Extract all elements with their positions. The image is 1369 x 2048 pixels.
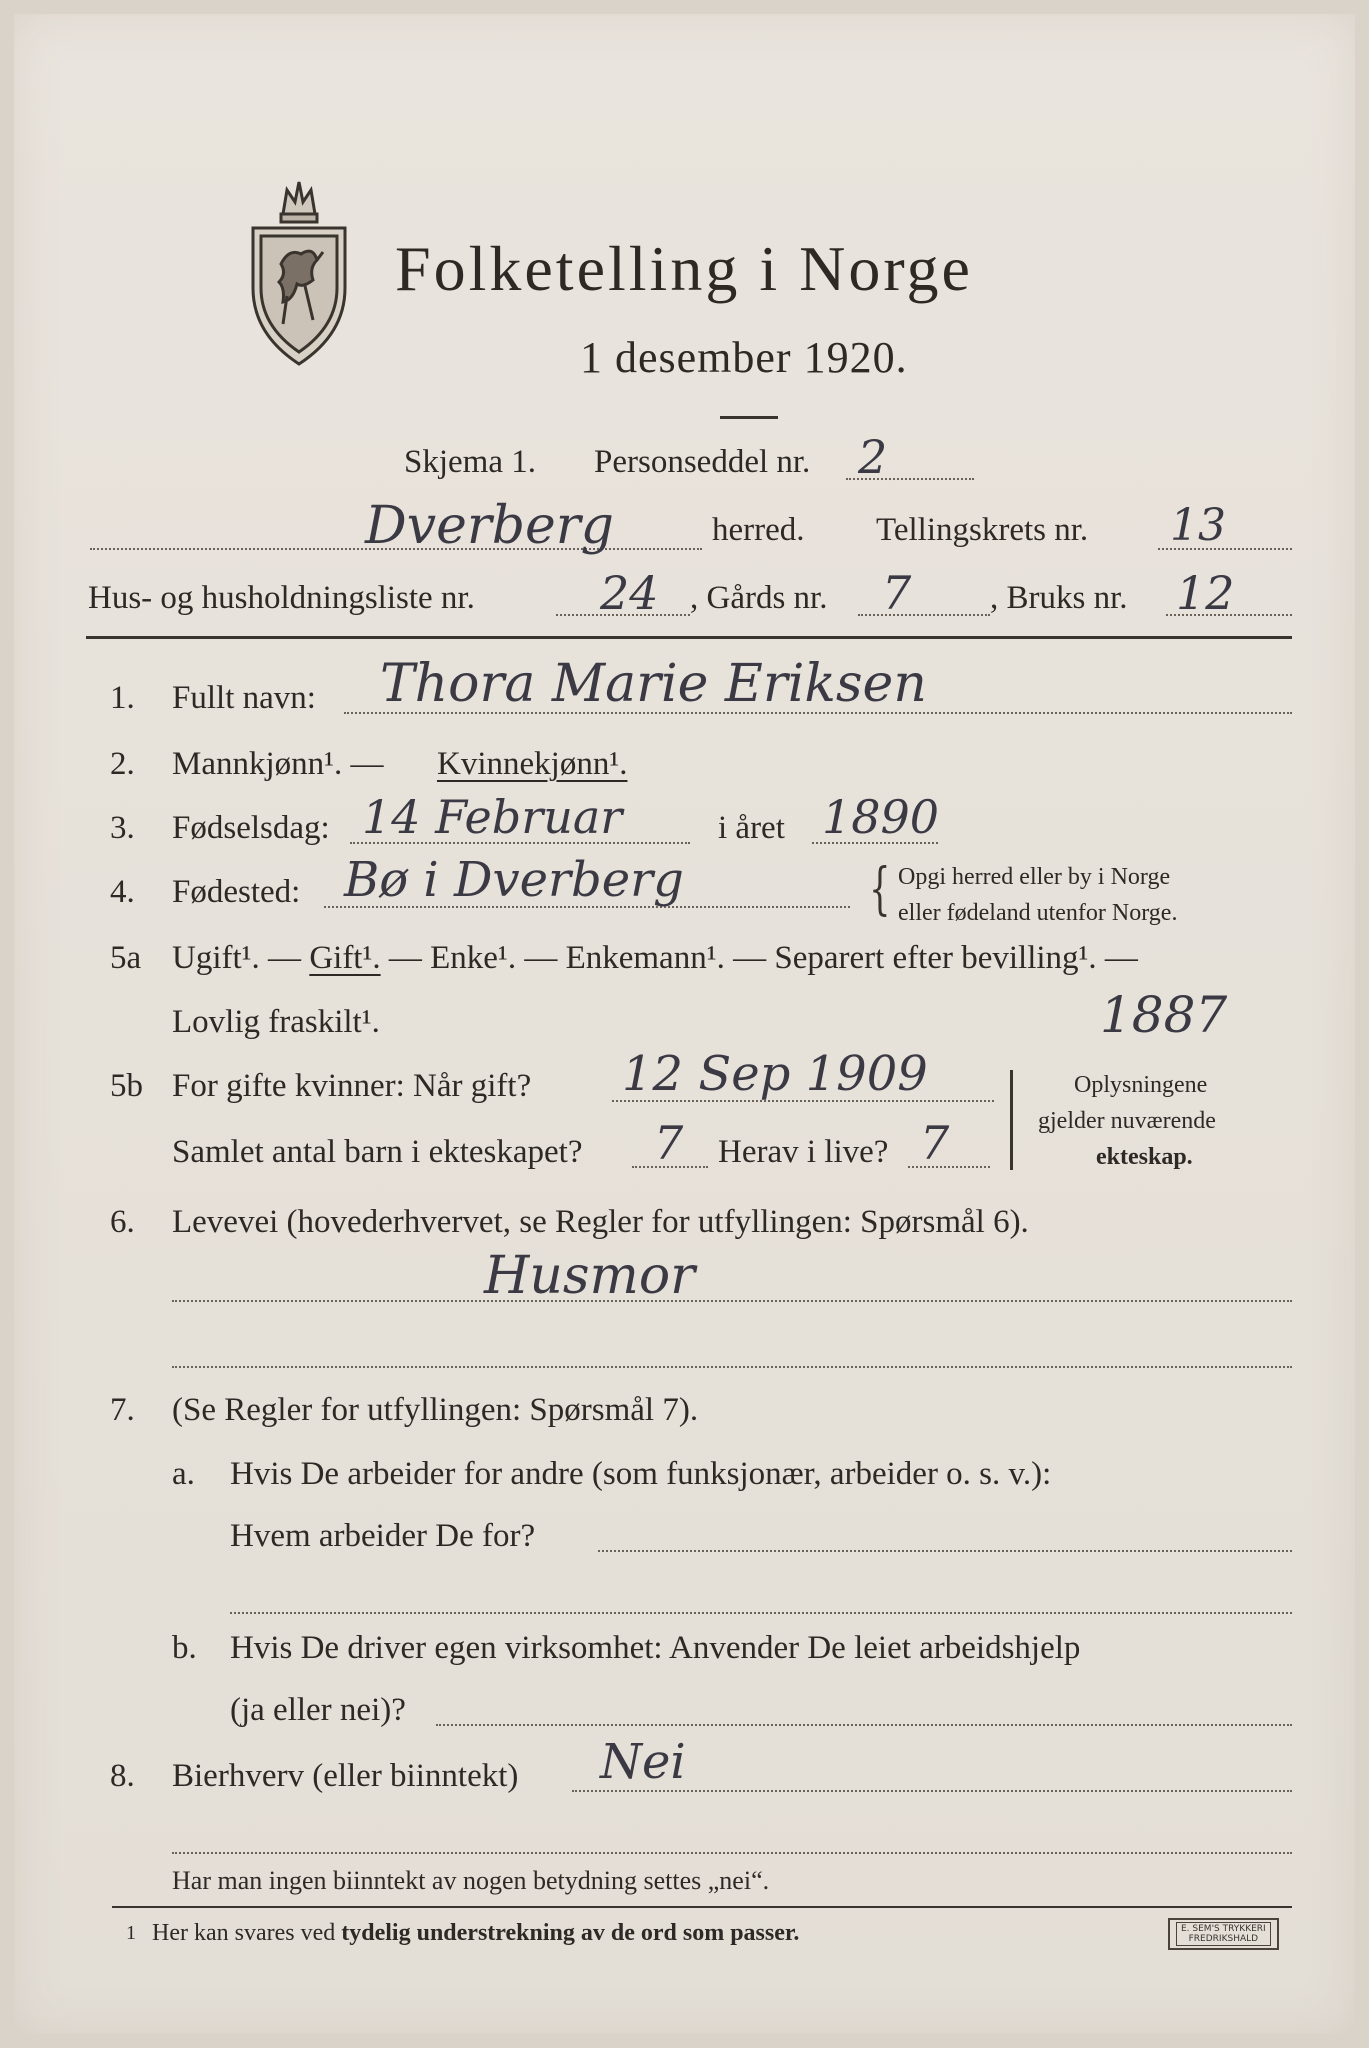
personseddel-value: 2 [858,430,888,484]
footnote-text [152,1920,799,1947]
q2-male-option: Mannkjønn¹. — [172,746,384,782]
q5b-note-line2: gjelder nuværende [1038,1108,1216,1134]
q5a-married-option-underlined: Gift¹. [309,940,381,976]
header-rule [86,636,1292,639]
q5b-label: For gifte kvinner: Når gift? [172,1068,532,1104]
footnote-bold: tydelig understrekning av de ord som passer. [341,1920,800,1946]
footer-rule [112,1906,1292,1908]
herred-label: herred. [712,512,805,548]
q5b-number: 5b [110,1068,143,1104]
skjema-label: Skjema 1. [404,444,536,480]
q2-number: 2. [110,746,135,782]
q5b-note-line3: ekteskap. [1096,1144,1193,1170]
printer-stamp-line2: FREDRIKSHALD [1188,1934,1259,1944]
q8-label: Bierhverv (eller biinntekt) [172,1758,519,1794]
q5a-margin-note: 1887 [1100,986,1228,1044]
footer-note: Har man ingen biinntekt av nogen betydning settes „nei“. [172,1866,770,1895]
printer-stamp [1168,1918,1279,1950]
q6-line2 [172,1366,1292,1368]
census-date: 1 desember 1920. [580,333,908,382]
coat-of-arms-icon [243,176,355,372]
q4-number: 4. [110,874,135,910]
q6-number: 6. [110,1204,135,1240]
personseddel-label: Personseddel nr. [594,444,811,480]
q7b-line [436,1724,1292,1726]
q7b-label2: (ja eller nei)? [230,1692,406,1728]
q5a-line1 [172,940,1138,977]
q5b-alive-label: Herav i live? [718,1134,889,1170]
q7a-line1 [598,1550,1292,1552]
q5a-divorced-option: Lovlig fraskilt¹. [172,1004,380,1040]
q8-number: 8. [110,1758,135,1794]
herred-value: Dverberg [365,496,614,556]
title-divider [720,416,778,419]
birthplace-value: Bø i Dverberg [344,852,684,908]
children-total-value: 7 [654,1116,684,1170]
q4-brace: { [869,857,891,922]
q8-line1 [572,1790,1292,1792]
full-name-value: Thora Marie Eriksen [380,654,927,714]
q5b-children-label: Samlet antal barn i ekteskapet? [172,1134,583,1170]
marriage-date-value: 12 Sep 1909 [622,1046,928,1102]
q6-label: Levevei (hovederhvervet, se Regler for utfyllingen: Spørsmål 6). [172,1204,1029,1240]
tellingskrets-label: Tellingskrets nr. [876,512,1089,548]
gards-line [858,614,990,616]
bruks-value: 12 [1176,566,1235,620]
q5b-note-line1: Oplysningene [1074,1072,1208,1098]
q7b-label: Hvis De driver egen virksomhet: Anvender De leiet arbeidshjelp [230,1630,1081,1666]
q8-line2 [172,1852,1292,1854]
q3-year-label: i året [718,810,785,846]
q4-label: Fødested: [172,874,301,910]
gards-value: 7 [882,566,912,620]
birth-year-value: 1890 [822,790,940,844]
occupation-value: Husmor [484,1246,695,1306]
husholdningsliste-label: Hus- og husholdningsliste nr. [88,580,475,616]
footnote-prefix: Her kan svares ved [152,1920,342,1946]
q5a-other-options: — Enke¹. — Enkemann¹. — Separert efter bevilling¹. — [380,940,1138,976]
q5a-unmarried-option: Ugift¹. — [172,940,310,976]
q7-number: 7. [110,1392,135,1428]
printer-stamp-line1: E. SEM'S TRYKKERI [1181,1924,1266,1934]
q6-line1 [172,1300,1292,1302]
side-income-value: Nei [600,1734,686,1790]
gards-label: , Gårds nr. [690,580,828,616]
q7a-label2: Hvem arbeider De for? [230,1518,536,1554]
birthday-value: 14 Februar [362,790,623,844]
q5a-number: 5a [110,940,142,976]
footnote-mark: 1 [126,1922,136,1944]
q1-number: 1. [110,680,135,716]
q7a-line2 [230,1612,1292,1614]
q7a-number: a. [172,1456,195,1492]
q7-label: (Se Regler for utfyllingen: Spørsmål 7). [172,1392,699,1428]
q3-number: 3. [110,810,135,846]
q2-female-option-underlined: Kvinnekjønn¹. [437,746,628,782]
tellingskrets-value: 13 [1170,500,1226,551]
q5b-brace-line [1010,1070,1013,1170]
q7b-number: b. [172,1630,197,1666]
page-title: Folketelling i Norge [395,233,973,304]
q4-note-line2: eller fødeland utenfor Norge. [898,900,1178,926]
bruks-label: , Bruks nr. [990,580,1128,616]
q4-note-line1: Opgi herred eller by i Norge [898,864,1171,890]
q1-label: Fullt navn: [172,680,316,716]
husholdningsliste-value: 24 [600,566,659,620]
q7a-label: Hvis De arbeider for andre (som funksjonær, arbeider o. s. v.): [230,1456,1052,1492]
q3-label: Fødselsdag: [172,810,330,846]
children-alive-value: 7 [920,1116,950,1170]
